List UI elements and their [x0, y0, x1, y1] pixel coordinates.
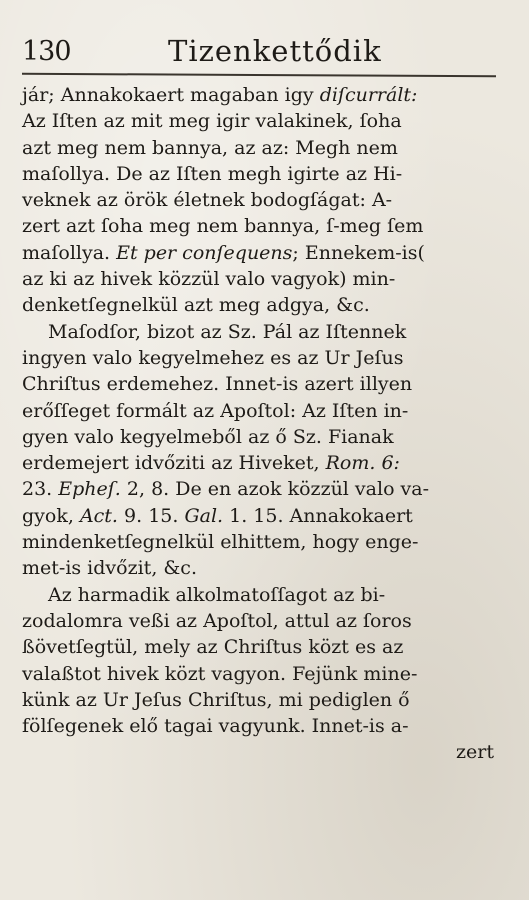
text-segment: erőſſeget formált az Apoſtol: Az Iſten in- [22, 399, 409, 422]
text-line [22, 82, 494, 108]
text-segment: maſollya. De az Iſten megh igirte az Hi- [22, 162, 403, 185]
text-line [22, 476, 494, 502]
text-segment: Chriſtus erdemehez. Innet-is azert illyen [22, 373, 413, 396]
text-segment: 2, 8. De en azok közzül valo va- [120, 478, 430, 501]
text-segment: gyen valo kegyelmeből az ő Sz. Fianak [22, 425, 394, 448]
text-segment: 23. [22, 478, 59, 501]
text-line [22, 345, 494, 371]
text-segment: veknek az örök életnek bodogſágat: A- [22, 189, 393, 212]
italic-text: Gal. [184, 504, 224, 527]
text-line [22, 739, 494, 765]
text-segment: Maſodſor, bizot az Sz. Pál az Iſtennek [48, 320, 407, 343]
text-segment: az ki az hivek közzül valo vagyok) min- [22, 268, 396, 291]
text-line [22, 450, 494, 476]
italic-text: Act. [79, 504, 118, 527]
text-segment: Az Iſten az mit meg igir valakinek, ſoha [22, 110, 402, 133]
text-segment: zert azt ſoha meg nem bannya, ſ-meg ſem [22, 215, 424, 238]
text-line [22, 529, 494, 555]
text-segment: 1. 15. Annakokaert [223, 504, 413, 527]
text-line [22, 240, 494, 266]
text-segment: azt meg nem bannya, az az: Megh nem [22, 136, 398, 159]
italic-text: diſcurrált: [319, 84, 418, 106]
text-segment: denketſegnelkül azt meg adgya, &c. [22, 294, 370, 317]
text-segment: erdemejert idvőziti az Hiveket, [22, 452, 326, 475]
running-head: Tizenkettődik [168, 34, 382, 68]
text-segment: valaßtot hivek közt vagyon. Fejünk mine- [22, 662, 418, 685]
text-line [22, 108, 494, 134]
italic-text: Et per conſequens [116, 241, 293, 264]
text-line [22, 634, 494, 660]
text-line [22, 371, 494, 397]
text-segment: mindenketſegnelkül elhittem, hogy enge- [22, 531, 419, 554]
text-line [22, 424, 494, 450]
text-line [22, 503, 494, 529]
text-line [22, 555, 494, 581]
header-rule [22, 73, 496, 77]
text-line [22, 266, 494, 292]
text-segment: ßövetſegtül, mely az Chriſtus közt es az [22, 636, 404, 659]
italic-text: Epheſ. [58, 478, 121, 501]
text-segment: ingyen valo kegyelmehez es az Ur Jeſus [22, 346, 404, 369]
page-number: 130 [22, 36, 71, 67]
text-line [22, 582, 494, 608]
italic-text: Rom. 6: [325, 452, 400, 475]
text-line [22, 608, 494, 634]
page-header [22, 30, 500, 70]
text-segment: zodalomra veßi az Apoſtol, attul az ſoros [22, 609, 412, 632]
text-segment: Az harmadik alkolmatoſſagot az bi- [48, 583, 386, 606]
text-line [22, 187, 494, 213]
text-line [22, 661, 494, 687]
text-line [22, 135, 494, 161]
text-segment: fölſegenek elő tagai vagyunk. Innet-is a- [22, 715, 409, 738]
text-line [22, 713, 494, 739]
text-segment: jár; Annakokaert magaban igy [22, 84, 320, 106]
text-line [22, 161, 494, 187]
text-segment: zert [456, 741, 494, 764]
text-segment: ; Ennekem-is( [292, 241, 425, 264]
text-segment: met-is idvőzit, &c. [22, 557, 197, 580]
text-segment: 9. 15. [117, 504, 185, 527]
body-text [22, 82, 494, 766]
text-segment: maſollya. [22, 241, 117, 264]
text-line [22, 292, 494, 318]
text-line [22, 319, 494, 345]
text-line [22, 398, 494, 424]
text-segment: künk az Ur Jeſus Chriſtus, mi pediglen ő [22, 688, 410, 711]
text-line [22, 687, 494, 713]
text-line [22, 213, 494, 239]
text-segment: gyok, [22, 504, 80, 527]
